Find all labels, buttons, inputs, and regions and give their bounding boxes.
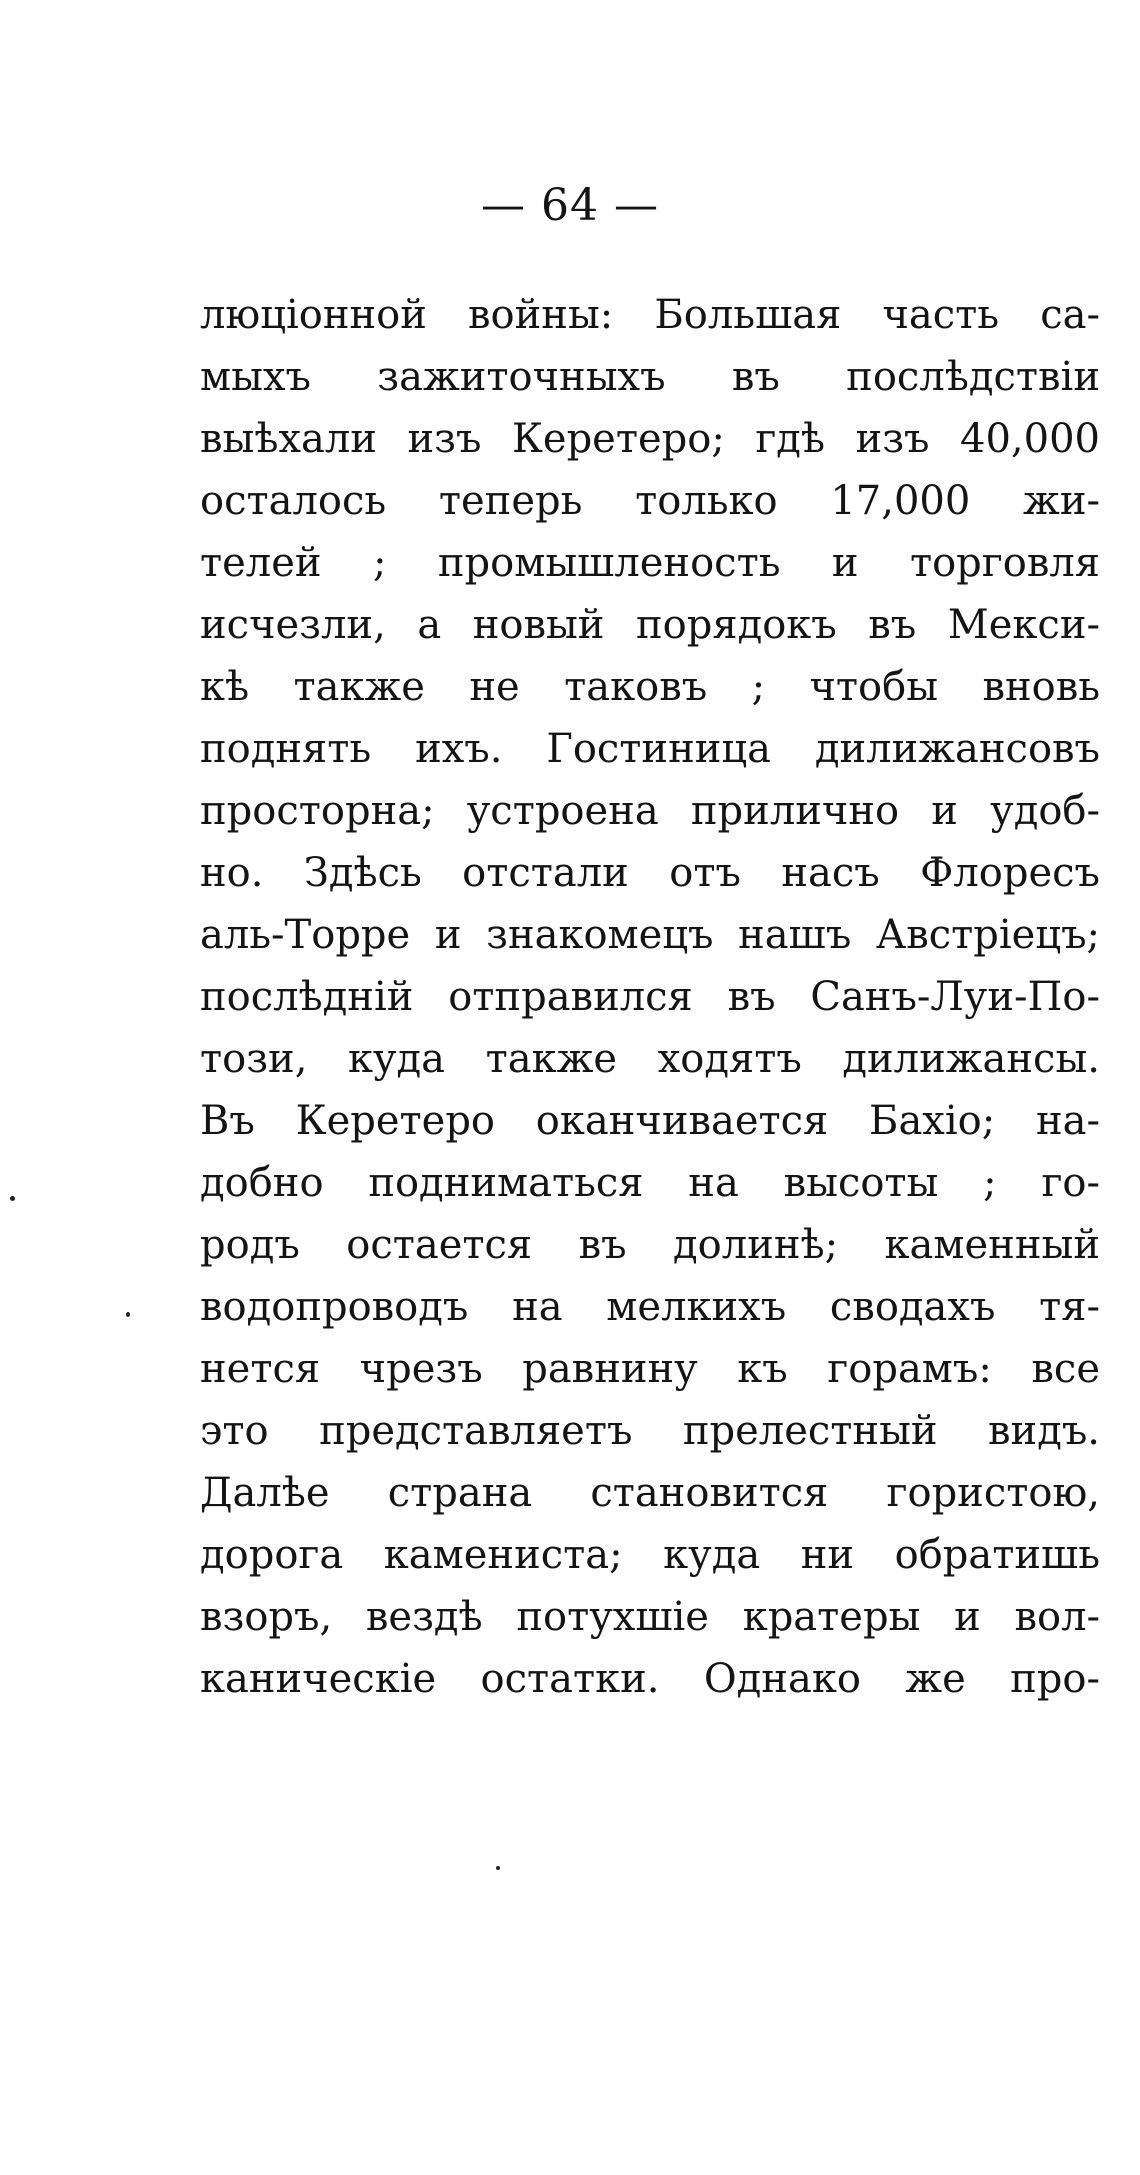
text-line: Далѣе страна становится гористою, [200,1470,1100,1516]
text-line: поднять ихъ. Гостиница дилижансовъ [200,726,1100,772]
text-line: добно подниматься на высоты ; го- [200,1160,1100,1206]
ink-speck [496,1866,500,1870]
text-line: люціонной войны: Большая часть са- [200,292,1100,338]
text-line: каническіе остатки. Однако же про- [200,1656,1100,1702]
text-line: Въ Керетеро оканчивается Бахіо; на- [200,1098,1100,1144]
text-line: този, куда также ходятъ дилижансы. [200,1036,1100,1082]
text-line: нется чрезъ равнину къ горамъ: все [200,1346,1100,1392]
text-line: аль-Торре и знакомецъ нашъ Австріецъ; [200,912,1100,958]
text-line: водопроводъ на мелкихъ сводахъ тя- [200,1284,1100,1330]
text-line: но. Здѣсь отстали отъ насъ Флоресъ [200,850,1100,896]
ink-speck [10,1196,15,1201]
page-number: — 64 — [481,180,659,231]
text-line: кѣ также не таковъ ; чтобы вновь [200,664,1100,710]
text-line: телей ; промышленость и торговля [200,540,1100,586]
text-line: мыхъ зажиточныхъ въ послѣдствіи [200,354,1100,400]
text-line: родъ остается въ долинѣ; каменный [200,1222,1100,1268]
text-line: выѣхали изъ Керетеро; гдѣ изъ 40,000 [200,416,1100,462]
text-line: взоръ, вездѣ потухшіе кратеры и вол- [200,1594,1100,1640]
text-line: осталось теперь только 17,000 жи- [200,478,1100,524]
text-line: послѣдній отправился въ Санъ-Луи-По- [200,974,1100,1020]
text-line: это представляетъ прелестный видъ. [200,1408,1100,1454]
ink-speck [126,1312,130,1317]
body-text [200,284,1100,1710]
text-line: просторна; устроена прилично и удоб- [200,788,1100,834]
text-line: исчезли, а новый порядокъ въ Мекси- [200,602,1100,648]
text-line: дорога камениста; куда ни обратишь [200,1532,1100,1578]
